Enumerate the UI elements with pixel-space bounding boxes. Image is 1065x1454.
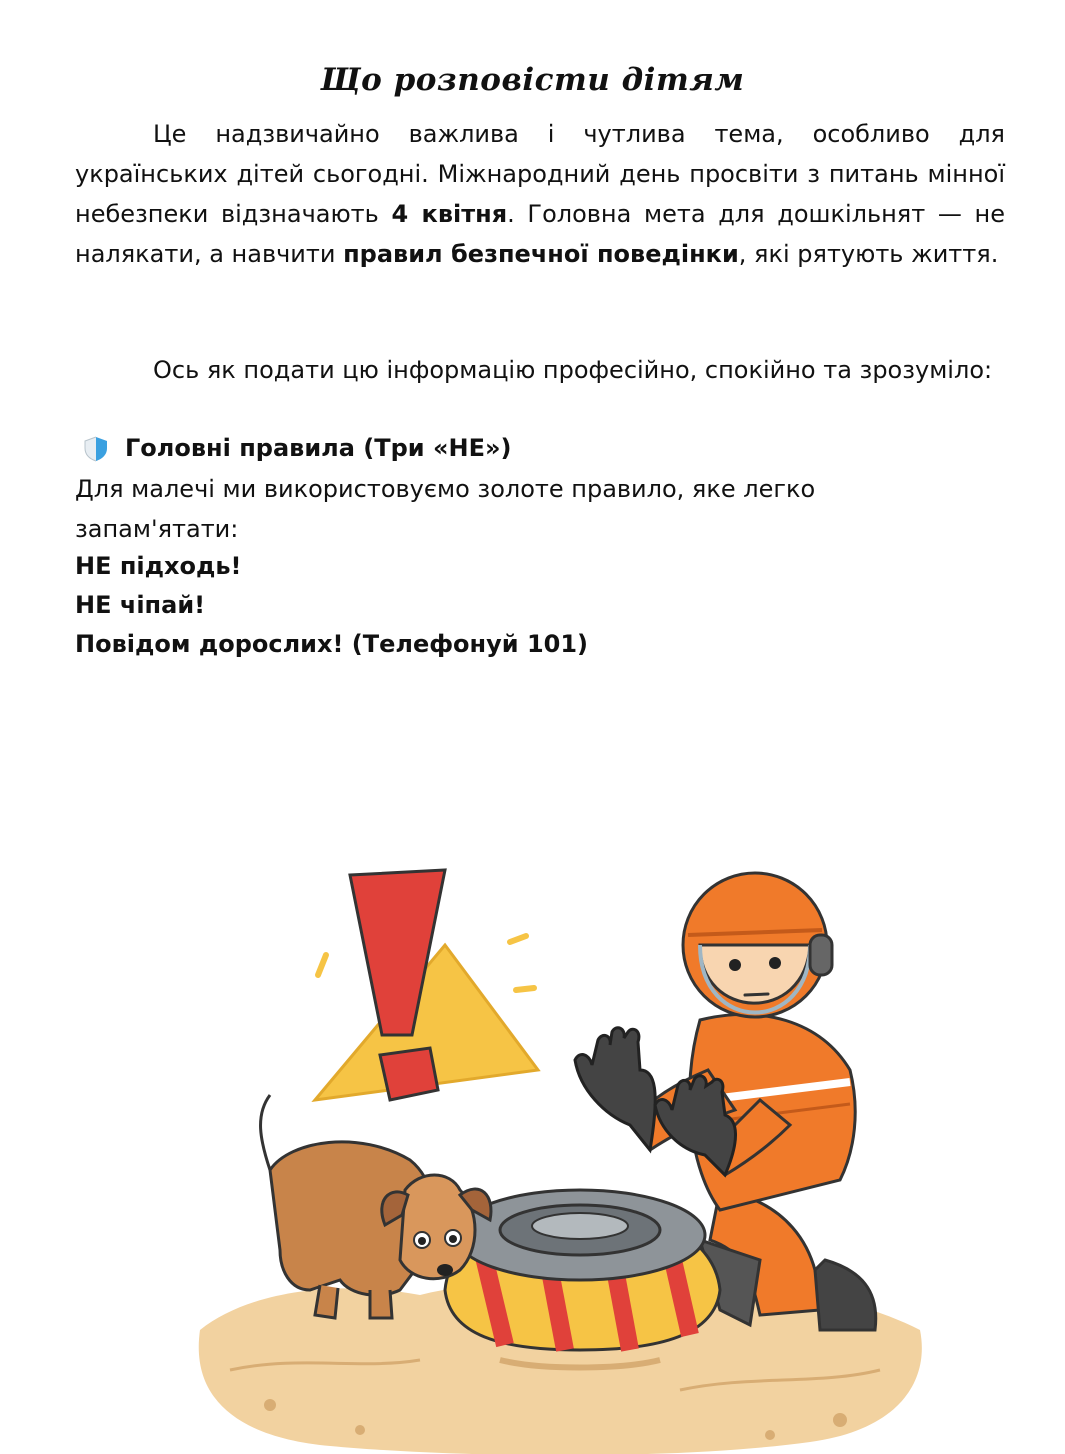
mine-safety-illustration xyxy=(160,770,950,1454)
shield-icon xyxy=(83,436,109,462)
intro-date: 4 квітня xyxy=(391,200,508,228)
intro-emphasis: правил безпечної поведінки xyxy=(343,240,739,268)
intro-text-2: . Головна мета для дошкільнят — не налякати, а навчити xyxy=(75,200,1005,268)
rules-heading-text: Головні правила (Три «НЕ») xyxy=(125,434,512,462)
rules-heading xyxy=(75,428,1055,468)
warning-sign xyxy=(315,870,538,1100)
rules-intro: Для малечі ми використовуємо золоте правило, яке легко запам'ятати: xyxy=(75,475,816,543)
page-title: Що розповісти дітям xyxy=(320,62,745,98)
intro-paragraph xyxy=(75,114,1005,274)
rule-item: НЕ підходь! xyxy=(75,552,242,580)
rule-item: Повідом дорослих! (Телефонуй 101) xyxy=(75,630,589,658)
intro-text-3: , які рятують життя. xyxy=(738,240,999,268)
intro-text-1: Це надзвичайно важлива і чутлива тема, особливо для українських дітей сьогодні. Міжнародний день просвіти з питань мінної небезпеки відзначають xyxy=(75,120,1005,228)
rule-item: НЕ чіпай! xyxy=(75,591,206,619)
approach-paragraph: Ось як подати цю інформацію професійно, спокійно та зрозуміло: xyxy=(153,356,993,384)
